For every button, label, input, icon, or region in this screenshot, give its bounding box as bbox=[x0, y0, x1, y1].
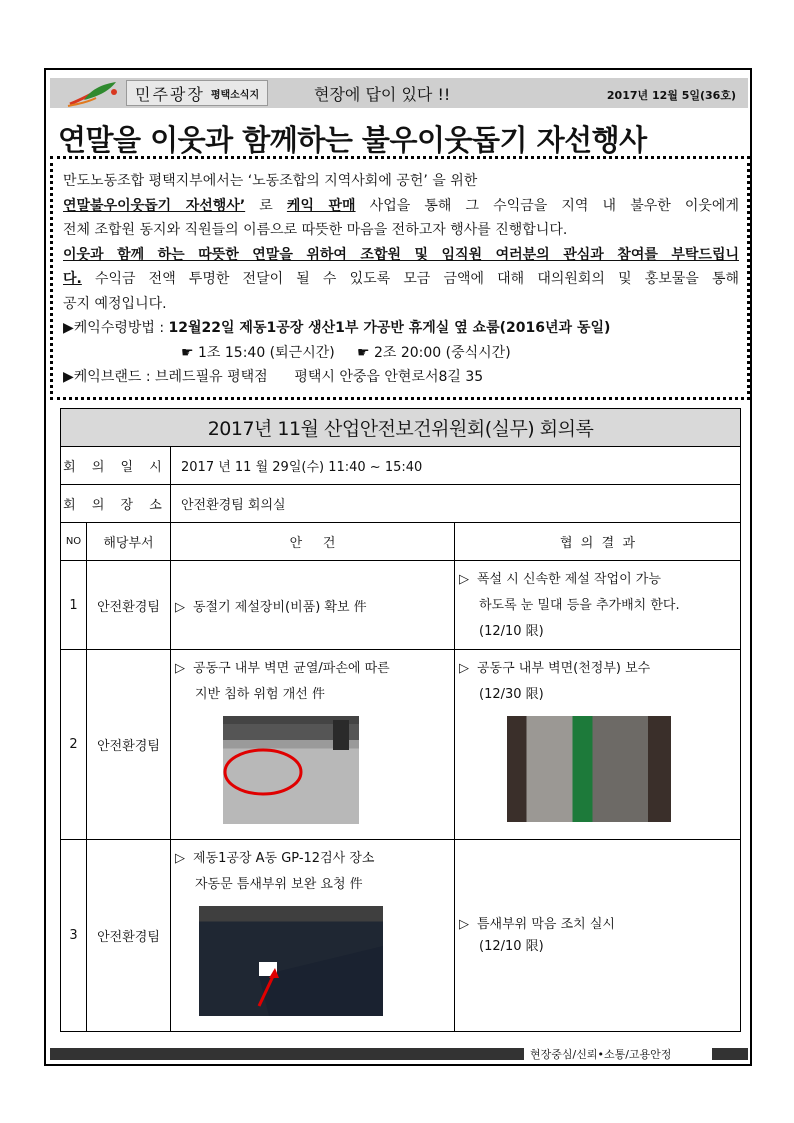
notice-line-1: 만도노동조합 평택지부에서는 ‘노동조합의 지역사회에 공헌’ 을 위한 bbox=[63, 173, 478, 189]
result-line: 하도록 눈 밀대 등을 추가배치 한다. bbox=[479, 598, 680, 613]
row-agenda bbox=[171, 840, 455, 1032]
newsletter-frame bbox=[44, 68, 752, 1066]
col-no: NO bbox=[61, 523, 87, 561]
cake-brand-line bbox=[63, 365, 739, 390]
col-dept: 해당부서 bbox=[87, 523, 171, 561]
triangle-icon: ▷ bbox=[175, 851, 185, 866]
row-no: 2 bbox=[61, 650, 87, 840]
minutes-title: 2017년 11월 산업안전보건위원회(실무) 회의록 bbox=[61, 409, 741, 447]
agenda-line: 자동문 틈새부위 보완 요청 件 bbox=[195, 877, 363, 892]
cake-brand-address: 평택시 안중읍 안현로서8길 35 bbox=[294, 369, 484, 385]
agenda-line: 공동구 내부 벽면 균열/파손에 따른 bbox=[193, 661, 390, 676]
table-row bbox=[61, 561, 741, 650]
row-dept: 안전환경팀 bbox=[87, 840, 171, 1032]
row-result bbox=[455, 840, 741, 1032]
row-agenda bbox=[171, 561, 455, 650]
row-no: 1 bbox=[61, 561, 87, 650]
cake-brand: ▶케익브랜드 : 브레드필유 평택점 bbox=[63, 369, 268, 385]
result-line: 폭설 시 신속한 제설 작업이 가능 bbox=[477, 572, 661, 587]
door-gap-photo bbox=[199, 906, 383, 1016]
notice-cake-sale: 케익 판매 bbox=[286, 197, 356, 214]
footer-bar-left bbox=[50, 1048, 524, 1060]
triangle-icon: ▷ bbox=[459, 661, 469, 676]
meeting-place-value: 안전환경팀 회의실 bbox=[171, 485, 741, 523]
pavement-crack-photo bbox=[223, 716, 359, 824]
receive-text: 12월22일 제동1공장 생산1부 가공반 휴게실 옆 쇼룸(2016년과 동일) bbox=[168, 320, 611, 336]
footer-bar-right bbox=[712, 1048, 748, 1060]
brand-subtitle: 평택소식지 bbox=[210, 89, 260, 101]
triangle-icon: ▷ bbox=[175, 599, 185, 615]
shift-1: ☛ 1조 15:40 (퇴근시간) bbox=[181, 344, 335, 361]
agenda-line: 지반 침하 위험 개선 件 bbox=[195, 687, 325, 702]
notice-event-name: 연말불우이웃돕기 자선행사’ bbox=[63, 197, 246, 214]
row-dept: 안전환경팀 bbox=[87, 650, 171, 840]
receive-method bbox=[63, 316, 739, 341]
triangle-icon: ▷ bbox=[459, 916, 469, 932]
shift-times bbox=[63, 341, 739, 366]
meeting-place-label: 회 의 장 소 bbox=[61, 485, 171, 523]
agenda-line: 동절기 제설장비(비품) 확보 件 bbox=[193, 599, 367, 615]
triangle-icon: ▷ bbox=[459, 572, 469, 587]
table-row bbox=[61, 840, 741, 1032]
brand-name: 민주광장 bbox=[135, 84, 205, 104]
minutes-table bbox=[60, 408, 741, 1032]
meeting-date-label: 회 의 일 시 bbox=[61, 447, 171, 485]
notice-line-5 bbox=[63, 267, 739, 292]
row-agenda bbox=[171, 650, 455, 840]
brand-box bbox=[126, 80, 268, 106]
row-result bbox=[455, 561, 741, 650]
headline: 연말을 이웃과 함께하는 불우이웃돕기 자선행사 bbox=[58, 123, 647, 157]
row-dept: 안전환경팀 bbox=[87, 561, 171, 650]
slogan: 현장에 답이 있다 !! bbox=[314, 85, 451, 104]
result-line: (12/10 限) bbox=[479, 624, 544, 639]
agenda-line: 제동1공장 A동 GP-12검사 장소 bbox=[193, 851, 375, 866]
shift-2: ☛ 2조 20:00 (중식시간) bbox=[356, 344, 511, 361]
result-line: 틈새부위 막음 조치 실시 bbox=[477, 916, 615, 932]
meeting-date-value: 2017 년 11 월 29일(수) 11:40 ~ 15:40 bbox=[171, 447, 741, 485]
notice-box bbox=[50, 156, 750, 400]
notice-line-5-rest: 수익금 전액 투명한 전달이 될 수 있도록 모금 금액에 대해 대의원회의 및 홍보물을 통해 bbox=[81, 271, 739, 287]
notice-line-3: 전체 조합원 동지와 직원들의 이름으로 따뜻한 마음을 전하고자 행사를 진행합니다. bbox=[63, 222, 568, 238]
col-result: 협 의 결 과 bbox=[455, 523, 741, 561]
result-line: 공동구 내부 벽면(천정부) 보수 bbox=[477, 661, 651, 676]
tunnel-wall-photo bbox=[507, 716, 671, 822]
notice-line-6: 공지 예정입니다. bbox=[63, 295, 167, 312]
issue-date: 2017년 12월 5일(36호) bbox=[606, 89, 736, 102]
result-line: (12/10 限) bbox=[479, 938, 544, 954]
notice-appeal-end: 다. bbox=[63, 271, 82, 287]
notice-connector: 로 bbox=[245, 197, 287, 214]
triangle-icon: ▷ bbox=[175, 661, 185, 676]
result-line: (12/30 限) bbox=[479, 687, 544, 702]
leaf-logo-icon bbox=[66, 78, 128, 108]
table-row bbox=[61, 650, 741, 840]
footer-slogan: 현장중심/신뢰•소통/고용안정 bbox=[530, 1048, 672, 1061]
receive-label: ▶케익수령방법 : bbox=[63, 320, 169, 336]
notice-line-2 bbox=[63, 194, 739, 219]
header-bar bbox=[50, 78, 748, 108]
row-result bbox=[455, 650, 741, 840]
col-agenda: 안 건 bbox=[171, 523, 455, 561]
notice-appeal: 이웃과 함께 하는 따뜻한 연말을 위하여 조합원 및 임직원 여러분의 관심과 참여를 부탁드립니 bbox=[63, 246, 739, 263]
row-no: 3 bbox=[61, 840, 87, 1032]
notice-line-2-rest: 사업을 통해 그 수익금을 지역 내 불우한 이웃에게 bbox=[355, 197, 739, 214]
